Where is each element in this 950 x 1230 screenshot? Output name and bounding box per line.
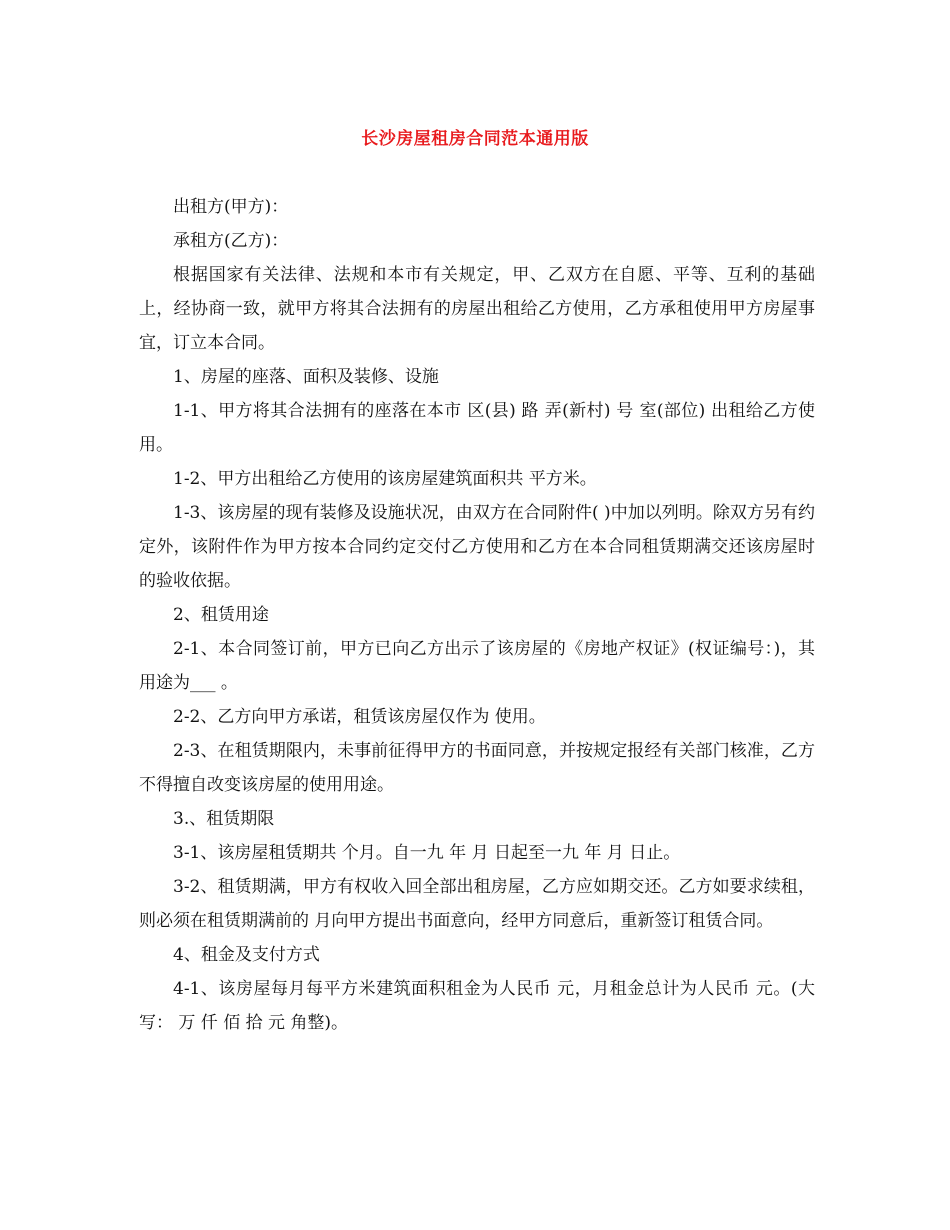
clause-4-1: 4-1、该房屋每月每平方米建筑面积租金为人民币 元，月租金总计为人民币 元。(大写： 万 仟 佰 拾 元 角整)。 <box>139 979 815 1033</box>
section-heading-1: 1、房屋的座落、面积及装修、设施 <box>173 367 439 387</box>
clause-2-2: 2-2、乙方向甲方承诺，租赁该房屋仅作为 使用。 <box>173 707 546 727</box>
document-body <box>139 190 815 1040</box>
clause-3-2: 3-2、租赁期满，甲方有权收入回全部出租房屋，乙方应如期交还。乙方如要求续租，则必须在租赁期满前的 月向甲方提出书面意向，经甲方同意后，重新签订租赁合同。 <box>139 877 815 931</box>
preamble-paragraph: 根据国家有关法律、法规和本市有关规定，甲、乙双方在自愿、平等、互利的基础上，经协商一致，就甲方将其合法拥有的房屋出租给乙方使用，乙方承租使用甲方房屋事宜，订立本合同。 <box>139 265 815 353</box>
party-b-line: 承租方(乙方)： <box>173 231 289 251</box>
clause-1-2: 1-2、甲方出租给乙方使用的该房屋建筑面积共 平方米。 <box>173 469 597 489</box>
document-title: 长沙房屋租房合同范本通用版 <box>361 129 589 149</box>
section-heading-2: 2、租赁用途 <box>173 605 269 625</box>
clause-2-1: 2-1、本合同签订前，甲方已向乙方出示了该房屋的《房地产权证》(权证编号：)，其用途为___ 。 <box>139 639 815 693</box>
clause-3-1: 3-1、该房屋租赁期共 个月。自一九 年 月 日起至一九 年 月 日止。 <box>173 843 681 863</box>
section-heading-3: 3.、租赁期限 <box>173 809 275 829</box>
clause-1-3: 1-3、该房屋的现有装修及设施状况，由双方在合同附件( )中加以列明。除双方另有约定外，该附件作为甲方按本合同约定交付乙方使用和乙方在本合同租赁期满交还该房屋时的验收依据。 <box>139 503 815 591</box>
clause-2-3: 2-3、在租赁期限内，未事前征得甲方的书面同意，并按规定报经有关部门核准，乙方不得擅自改变该房屋的使用用途。 <box>139 741 815 795</box>
clause-1-1: 1-1、甲方将其合法拥有的座落在本市 区(县) 路 弄(新村) 号 室(部位) 出租给乙方使用。 <box>139 401 815 455</box>
section-heading-4: 4、租金及支付方式 <box>173 945 320 965</box>
party-a-line: 出租方(甲方)： <box>173 197 289 217</box>
